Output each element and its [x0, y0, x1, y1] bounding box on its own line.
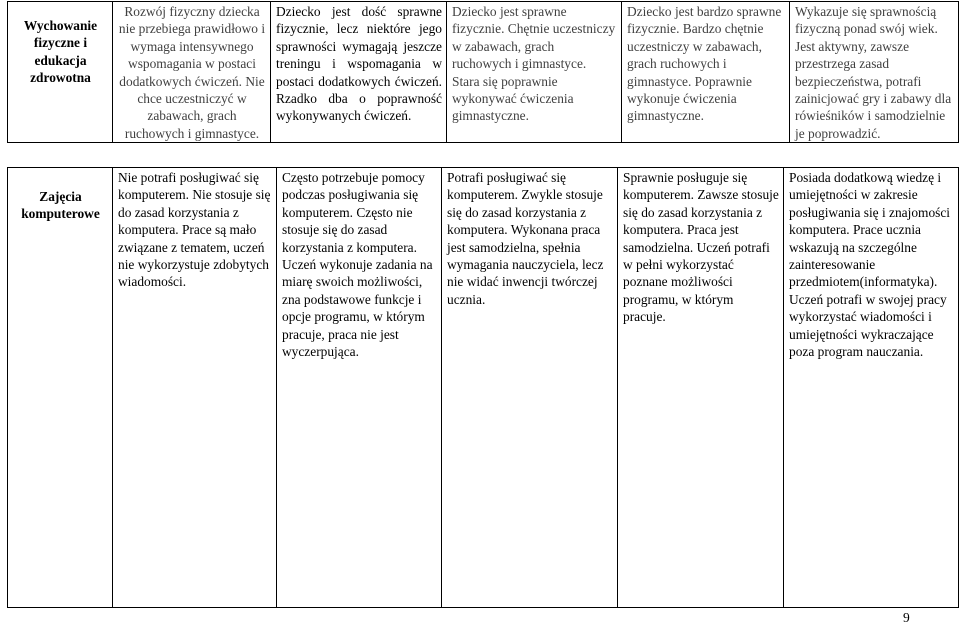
table-row	[8, 2, 959, 143]
grade-description-cell: Nie potrafi posługiwać się komputerem. Nie stosuje się do zasad korzystania z komputera. Prace są mało związane z tematem, uczeń nie wykorzystuje zdobytych wiadomości.	[113, 168, 277, 608]
grading-table-computers	[7, 167, 959, 608]
grade-description-cell: Dziecko jest dość sprawne fizycznie, lecz niektóre jego sprawności wymagają jeszcze treningu i wspomagania w postaci dodatkowych ćwiczeń. Rzadko dba o poprawność wykonywanych ćwiczeń.	[271, 2, 447, 143]
grade-description-cell: Potrafi posługiwać się komputerem. Zwykle stosuje się do zasad korzystania z komputera. Wykonana praca jest samodzielna, spełnia wymagania nauczyciela, lecz nie widać inwencji twórczej ucznia.	[442, 168, 618, 608]
grade-description-cell: Dziecko jest sprawne fizycznie. Chętnie uczestniczy w zabawach, grach ruchowych i gimnastyce. Stara się poprawnie wykonywać ćwiczenia gimnastyczne.	[447, 2, 622, 143]
grading-table-pe	[7, 1, 959, 143]
grade-description-cell: Sprawnie posługuje się komputerem. Zawsze stosuje się do zasad korzystania z komputera. Praca jest samodzielna. Uczeń potrafi w pełni wykorzystać poznane możliwości programu, w którym pracuje.	[618, 168, 784, 608]
grade-description-cell: Posiada dodatkową wiedzę i umiejętności w zakresie posługiwania się i znajomości komputera. Prace ucznia wskazują na szczególne zainteresowanie przedmiotem(informatyka). Uczeń potrafi w swojej pracy wykorzystać wiadomości i umiejętności wykraczające poza program nauczania.	[784, 168, 959, 608]
grade-description-cell: Rozwój fizyczny dziecka nie przebiega prawidłowo i wymaga intensywnego wspomagania w postaci dodatkowych ćwiczeń. Nie chce uczestniczyć w zabawach, grach ruchowych i gimnastyce.	[113, 2, 271, 143]
table-row	[8, 168, 959, 608]
subject-cell: Wychowanie fizyczne i edukacja zdrowotna	[8, 2, 113, 143]
grade-description-cell: Wykazuje się sprawnością fizyczną ponad swój wiek. Jest aktywny, zawsze przestrzega zasad bezpieczeństwa, potrafi zainicjować gry i zabawy dla rówieśników i samodzielnie je poprowadzić.	[790, 2, 959, 143]
subject-cell: Zajęcia komputerowe	[8, 168, 113, 608]
page-number: 9	[903, 610, 910, 625]
grade-description-cell: Często potrzebuje pomocy podczas posługiwania się komputerem. Często nie stosuje się do zasad korzystania z komputera. Uczeń wykonuje zadania na miarę swoich możliwości, zna podstawowe funkcje i opcje programu, w którym pracuje, praca nie jest wyczerpująca.	[277, 168, 442, 608]
grade-description-cell: Dziecko jest bardzo sprawne fizycznie. Bardzo chętnie uczestniczy w zabawach, grach ruchowych i gimnastyce. Poprawnie wykonuje ćwiczenia gimnastyczne.	[622, 2, 790, 143]
